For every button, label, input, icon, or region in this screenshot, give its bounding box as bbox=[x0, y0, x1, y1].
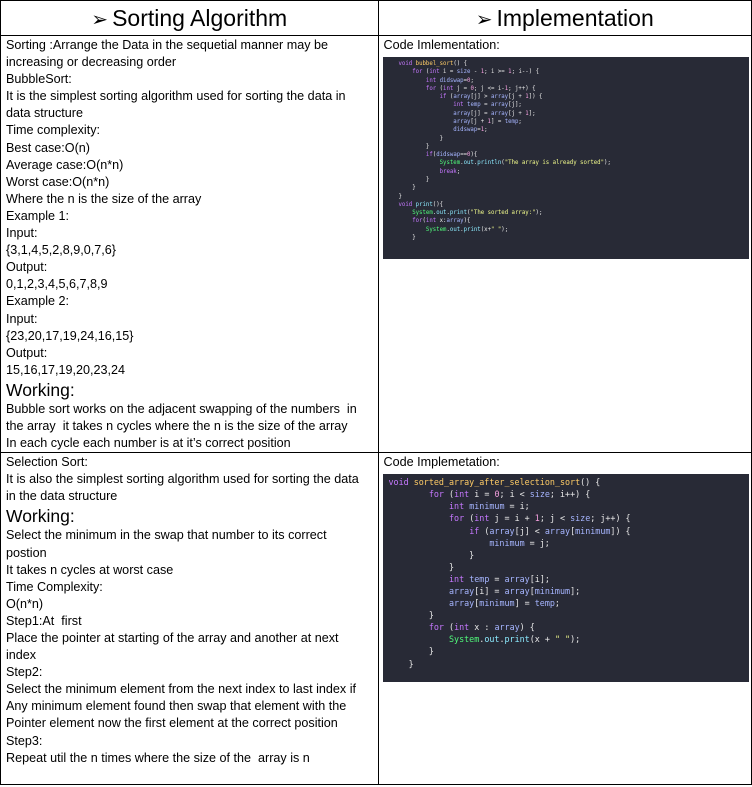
text-line: Step1:At first bbox=[6, 613, 82, 628]
code-line: if (array[j] > array[j + 1]) { bbox=[439, 94, 543, 101]
code-line: for(int x:array){ bbox=[412, 218, 471, 225]
code-line: } bbox=[398, 193, 402, 200]
text-line: Output: bbox=[6, 345, 48, 360]
code-line: didswap=1; bbox=[453, 127, 488, 134]
text-line: Select the minimum in the swap that number to its correct bbox=[6, 528, 327, 543]
bubble-code-block bbox=[383, 57, 749, 259]
selection-description-cell bbox=[1, 453, 379, 785]
code-line: break; bbox=[439, 168, 461, 175]
text-line: Any minimum element found then swap that element with the bbox=[6, 699, 347, 714]
text-line: It takes n cycles at worst case bbox=[6, 562, 174, 577]
text-line: Sorting :Arrange the Data in the sequetial manner may be bbox=[6, 38, 329, 52]
code-line: void print(){ bbox=[398, 201, 444, 208]
text-line: 0,1,2,3,4,5,6,7,8,9 bbox=[6, 277, 108, 292]
code-line: System.out.print(x + " "); bbox=[449, 634, 581, 645]
text-line: Bubble sort works on the adjacent swapping of the numbers in bbox=[6, 401, 357, 416]
code-line: System.out.println("The array is already sorted"); bbox=[439, 160, 611, 167]
code-line: if (array[j] < array[minimum]) { bbox=[469, 525, 631, 536]
code-line: void bubbel_sort() { bbox=[398, 61, 468, 67]
text-line: Where the n is the size of the array bbox=[6, 191, 202, 206]
code-line: for (int i = size - 1; i >= 1; i--) { bbox=[412, 69, 539, 76]
text-line: data structure bbox=[6, 106, 84, 121]
selection-row bbox=[1, 453, 752, 785]
header-right-title: Implementation bbox=[496, 4, 654, 31]
code-line: } bbox=[388, 561, 455, 572]
text-line: increasing or decreasing order bbox=[6, 55, 177, 70]
text-line: {3,1,4,5,2,8,9,0,7,6} bbox=[6, 243, 116, 258]
text-line: in the data structure bbox=[6, 489, 118, 504]
selection-code-block bbox=[383, 474, 749, 682]
code-line: array[j + 1] = temp; bbox=[453, 118, 522, 125]
text-line: Output: bbox=[6, 260, 48, 275]
text-line: BubbleSort: bbox=[6, 72, 72, 87]
text-line: Place the pointer at starting of the array and another at next bbox=[6, 631, 339, 645]
text-line: It is also the simplest sorting algorithm used for sorting the data bbox=[6, 472, 359, 487]
text-line: Time Complexity: bbox=[6, 579, 103, 594]
working-heading: Working: bbox=[6, 379, 75, 400]
code-line: int temp = array[i]; bbox=[449, 573, 550, 584]
bubble-implementation-cell bbox=[378, 36, 752, 453]
code-line: minimum = j; bbox=[489, 537, 550, 548]
text-line: Time complexity: bbox=[6, 123, 101, 138]
text-line: Pointer element now the first element at the correct position bbox=[6, 716, 338, 731]
code-line: int temp = array[j]; bbox=[453, 102, 522, 109]
code-line: System.out.print("The sorted array:"); bbox=[412, 210, 543, 217]
arrow-icon: ➢ bbox=[91, 8, 109, 31]
bubble-description bbox=[1, 36, 378, 452]
text-line: Repeat util the n times where the size of the array is n bbox=[6, 750, 310, 765]
code-line: for (int x : array) { bbox=[428, 622, 535, 633]
text-line: Example 1: bbox=[6, 208, 69, 223]
code-line: } bbox=[398, 143, 430, 150]
text-line: {23,20,17,19,24,16,15} bbox=[6, 328, 134, 343]
code-line: } bbox=[388, 549, 475, 560]
bubble-row bbox=[1, 36, 752, 453]
arrow-icon: ➢ bbox=[475, 8, 493, 31]
header-left-title: Sorting Algorithm bbox=[112, 4, 288, 31]
code-line: for (int j = i + 1; j < size; j++) { bbox=[449, 513, 631, 524]
code-line: } bbox=[398, 135, 444, 142]
text-line: index bbox=[6, 648, 37, 663]
code-line: for (int j = 0; j <= i-1; j++) { bbox=[425, 85, 536, 92]
text-line: Step3: bbox=[6, 733, 43, 748]
code-line: array[j] = array[j + 1]; bbox=[453, 110, 536, 117]
code-line: for (int i = 0; i < size; i++) { bbox=[428, 489, 591, 500]
text-line: postion bbox=[6, 545, 47, 560]
code-line: } bbox=[398, 185, 416, 192]
text-line: Example 2: bbox=[6, 294, 69, 309]
header-row bbox=[1, 1, 752, 36]
code-line: void sorted_array_after_selection_sort() { bbox=[388, 477, 601, 488]
working-heading: Working: bbox=[6, 506, 75, 527]
selection-implementation-cell bbox=[378, 453, 752, 785]
selection-description bbox=[1, 453, 378, 767]
text-line: 15,16,17,19,20,23,24 bbox=[6, 362, 126, 377]
text-line: Input: bbox=[6, 311, 38, 326]
text-line: Worst case:O(n*n) bbox=[6, 174, 110, 189]
code-line: } bbox=[398, 234, 416, 241]
code-line: array[minimum] = temp; bbox=[449, 598, 560, 609]
text-line: the array it takes n cycles where the n is the size of the array bbox=[6, 418, 348, 433]
code-line: if(didswap==0){ bbox=[425, 152, 478, 159]
code-line: } bbox=[388, 658, 414, 669]
code-line: array[i] = array[minimum]; bbox=[449, 586, 581, 596]
code-line: int minimum = i; bbox=[449, 501, 530, 512]
text-line: Input: bbox=[6, 226, 38, 241]
text-line: Best case:O(n) bbox=[6, 140, 90, 155]
text-line: It is the simplest sorting algorithm used for sorting the data in bbox=[6, 89, 346, 104]
bubble-impl-label: Code Imlementation: bbox=[383, 38, 500, 52]
header-left bbox=[1, 1, 379, 36]
text-line: Select the minimum element from the next index to last index if bbox=[6, 682, 356, 697]
text-line: In each cycle each number is at it’s correct position bbox=[6, 436, 291, 451]
header-right bbox=[378, 1, 752, 36]
code-line: } bbox=[388, 646, 434, 657]
text-line: Selection Sort: bbox=[6, 455, 88, 470]
code-line: } bbox=[388, 610, 434, 621]
selection-impl-label: Code Implemetation: bbox=[383, 455, 500, 470]
bubble-description-cell bbox=[1, 36, 379, 453]
text-line: Step2: bbox=[6, 665, 43, 680]
text-line: O(n*n) bbox=[6, 596, 44, 611]
text-line: Average case:O(n*n) bbox=[6, 157, 124, 172]
code-line: System.out.print(x+" "); bbox=[425, 226, 509, 233]
code-line: } bbox=[398, 176, 430, 183]
code-line: int didswap=0; bbox=[425, 77, 474, 84]
